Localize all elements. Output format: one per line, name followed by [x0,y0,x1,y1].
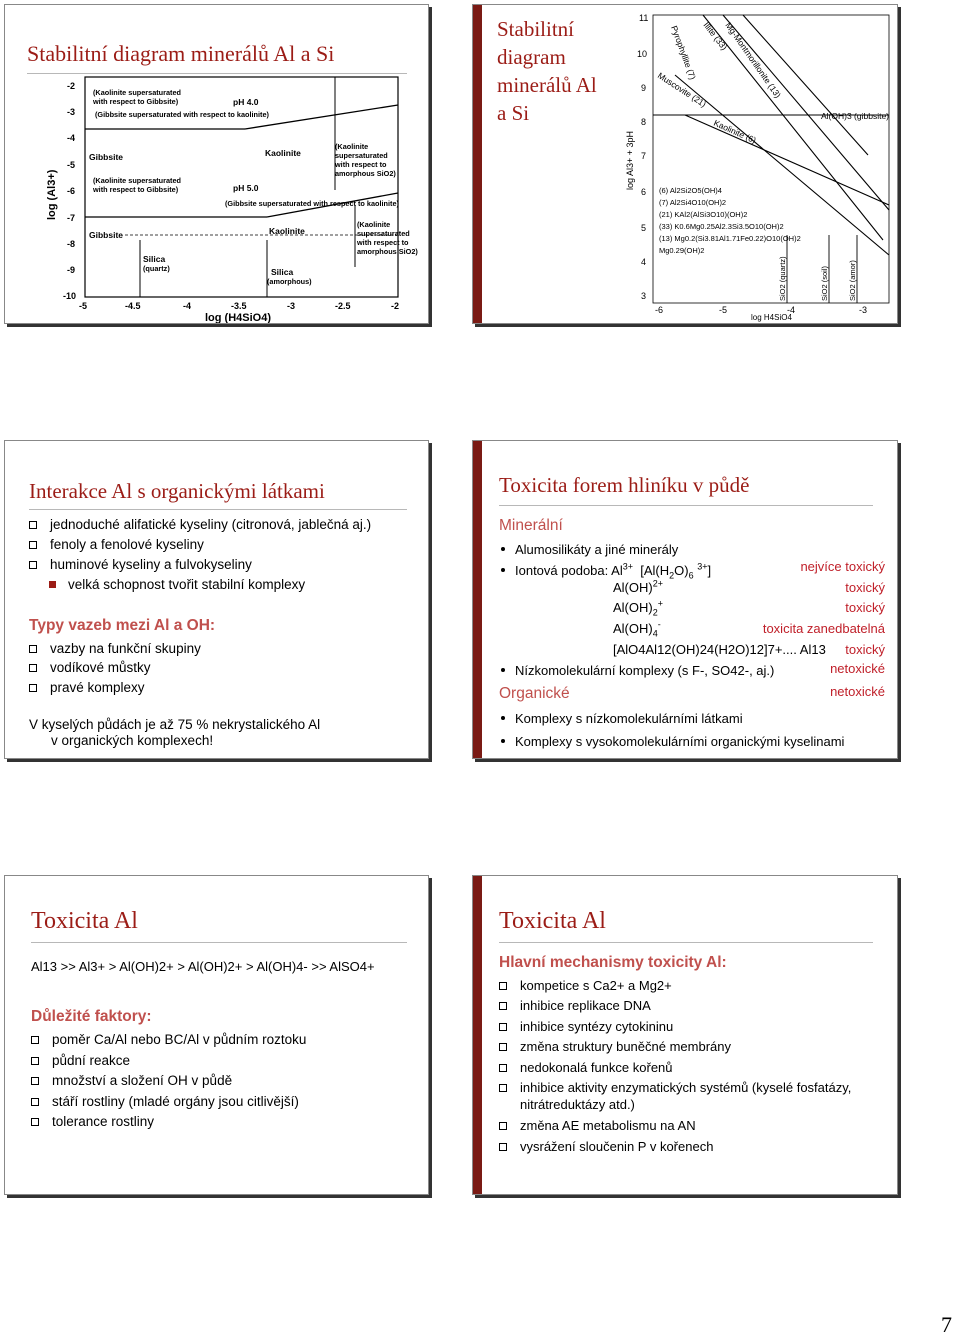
slide-title: Stabilitní diagram minerálů Al a Si [27,41,335,66]
checkbox-bullet-icon [29,521,37,529]
section-heading: Důležité faktory: [31,1008,152,1025]
label: (Kaolinite supersaturated [93,88,181,97]
label: with respect to [357,238,409,247]
checkbox-bullet-icon [31,1077,39,1085]
silica-label: SiO2 (amor) [848,260,857,301]
slide-al-organic-interaction [4,440,429,759]
title-rule [499,942,873,943]
note: v organických komplexech! [51,733,214,748]
list-item: vodíkové můstky [29,659,151,676]
label: with respect to Gibbsite) [93,185,179,194]
y-tick: -6 [67,186,76,196]
slide-al-toxicity-forms [472,440,898,759]
checkbox-bullet-icon [499,1122,507,1130]
x-tick: -3.5 [231,301,247,311]
checkbox-bullet-icon [29,561,37,569]
y-tick: -9 [67,265,76,275]
species-row: $Al(OH)_4^-$ [613,619,661,639]
status-label: netoxické [830,661,885,676]
slide-title: Stabilitní diagram minerálů Al a Si [497,17,597,125]
checkbox-bullet-icon [29,664,37,672]
checkbox-bullet-icon [499,1023,507,1031]
list-item: změna struktury buněčné membrány [499,1038,731,1055]
list-item: inhibice aktivity enzymatických systémů (kyselé fosfatázy, [499,1079,851,1096]
list-item: Komplexy s nízkomolekulárními látkami [501,710,743,727]
legend-item: Mg0.29(OH)2 [659,246,705,255]
checkbox-bullet-icon [29,684,37,692]
section-heading: Typy vazeb mezi Al a OH: [29,617,216,634]
slide-title: Toxicita Al [499,908,606,934]
label: amorphous SiO2) [357,247,418,256]
y-axis-label: log Al3+ + 3pH [625,130,635,190]
accent-bar [473,441,482,758]
status-label: netoxické [830,684,885,699]
toxicity-series: Al13 >> Al3+ > Al(OH)2+ > Al(OH)2+ > Al(OH)4- >> AlSO4+ [31,959,375,974]
y-tick: 3 [641,291,647,301]
list-item: stáří rostliny (mladé orgány jsou citlivější) [31,1093,299,1110]
polymer-row: [AlO4Al12(OH)24(H2O)12]7+.... Al13 [613,642,826,657]
list-item: půdní reakce [31,1052,130,1069]
list-item: inhibice replikace DNA [499,997,651,1014]
status-label: toxický [845,580,885,595]
y-tick: 8 [641,117,647,127]
label: (amorphous) [267,277,312,286]
list-item: tolerance rostliny [31,1113,154,1130]
status-label: toxický [845,642,885,657]
y-tick: -3 [67,107,76,117]
slide-al-toxicity-factors [4,875,429,1195]
sub-list-item: velká schopnost tvořit stabilní komplexy [49,576,305,593]
list-item: huminové kyseliny a fulvokyseliny [29,556,252,573]
slide-title: Toxicita forem hliníku v půdě [499,473,750,497]
checkbox-bullet-icon [31,1118,39,1126]
checkbox-bullet-icon [499,1084,507,1092]
dot-bullet-icon [501,547,505,551]
status-label: toxicita zanedbatelná [762,621,885,636]
y-tick: -2 [67,81,76,91]
y-tick: 9 [641,83,647,93]
checkbox-bullet-icon [31,1057,39,1065]
list-item: inhibice syntézy cytokininu [499,1018,673,1035]
list-item-continued: nitrátreduktázy atd.) [520,1097,635,1112]
x-tick: -3 [859,305,868,315]
label: pH 4.0 [233,97,259,107]
line-label: Pyrophyllite (7) [669,24,698,81]
status-label: toxický [845,600,885,615]
checkbox-bullet-icon [499,1143,507,1151]
line-label: Muscovite (21) [655,70,709,110]
label: (quartz) [143,264,170,273]
species-row: Al(OH)$^{2+}$ [613,578,663,595]
list-item: jednoduché alifatické kyseliny (citronová, jablečná aj.) [29,516,371,533]
y-tick: -7 [67,213,76,223]
title-rule [29,509,407,510]
list-item: nedokonalá funkce kořenů [499,1059,673,1076]
species-row: $Al(OH)_2^+$ [613,598,663,618]
legend-item: (6) Al2Si2O5(OH)4 [659,186,722,195]
slide-stability-diagram-2 [472,4,898,324]
x-tick: -5 [719,305,728,315]
y-tick: -8 [67,239,76,249]
dot-bullet-icon [501,668,505,672]
status-label: nejvíce toxický [800,559,885,574]
y-tick: 10 [637,49,648,59]
legend-item: (21) KAl2(AlSi3O10)(OH)2 [659,210,748,219]
y-tick: -10 [63,291,77,301]
slide-stability-diagram-1 [4,4,429,324]
label: (Kaolinite [357,220,391,229]
list-item: Nízkomolekulární komplexy (s F-, SO42-, aj.) [501,662,774,679]
dot-bullet-icon [501,716,505,720]
section-heading: Organické [499,685,570,702]
section-heading: Minerální [499,517,563,534]
label: Gibbsite [89,152,124,162]
y-tick: 4 [641,257,647,267]
stability-diagram-al-si [5,5,429,324]
stability-diagram-log-al [473,5,898,324]
note: V kyselých půdách je až 75 % nekrystalického Al [29,717,321,732]
list-item: změna AE metabolismu na AN [499,1117,696,1134]
label: (Kaolinite [335,142,369,151]
y-axis-label: log (Al3+) [46,169,58,220]
label: (Gibbsite supersaturated with respect to kaolinite) [95,110,269,119]
legend-item: (13) Mg0.2(Si3.81Al1.71Fe0.22)O10(OH)2 [659,234,801,243]
legend-item: (7) Al2Si4O10(OH)2 [659,198,727,207]
slide-al-toxicity-mechanisms [472,875,898,1195]
list-item: množství a složení OH v půdě [31,1072,232,1089]
y-tick: 5 [641,223,647,233]
label: supersaturated [357,229,410,238]
page-number: 7 [941,1312,952,1337]
checkbox-bullet-icon [29,645,37,653]
line-label: Kaolinite (6) [712,117,758,146]
label: Silica [143,254,166,264]
label: Silica [271,267,294,277]
checkbox-bullet-icon [499,1043,507,1051]
list-item: kompetice s Ca2+ a Mg2+ [499,977,672,994]
list-item: fenoly a fenolové kyseliny [29,536,204,553]
line-label: Illite (33) [701,20,730,52]
label: (Kaolinite supersaturated [93,176,181,185]
y-tick: 6 [641,187,647,197]
x-tick: -5 [79,301,88,311]
line-label: Al(OH)3 (gibbsite) [821,111,890,121]
label: Kaolinite [265,148,301,158]
x-axis-label: log (H4SiO4) [205,312,272,324]
line-label: Mg-Montmorillonite (13) [723,20,784,100]
label: pH 5.0 [233,183,259,193]
list-item: poměr Ca/Al nebo BC/Al v půdním roztoku [31,1031,306,1048]
x-tick: -2.5 [335,301,351,311]
dot-bullet-icon [501,739,505,743]
dot-bullet-icon [501,568,505,572]
list-item: Iontová podoba: $Al^{3+}$ [$Al(H_2O)_6$ $^{3+}$] [501,562,711,579]
label: amorphous SiO2) [335,169,396,178]
x-tick: -4 [787,305,796,315]
x-tick: -3 [287,301,296,311]
y-tick: -5 [67,160,76,170]
x-tick: -6 [655,305,664,315]
legend-item: (33) K0.6Mg0.25Al2.3Si3.5O10(OH)2 [659,222,784,231]
checkbox-bullet-icon [31,1036,39,1044]
label: with respect to [335,160,387,169]
list-item: Alumosilikáty a jiné minerály [501,541,678,558]
title-rule [31,942,407,943]
y-tick: -4 [67,133,76,143]
list-item: pravé komplexy [29,679,145,696]
list-item: vazby na funkční skupiny [29,640,201,657]
checkbox-bullet-icon [499,982,507,990]
slide-title: Interakce Al s organickými látkami [29,479,325,503]
x-axis-label: log H4SiO4 [751,313,792,322]
label: with respect to Gibbsite) [93,97,179,106]
section-heading: Hlavní mechanismy toxicity Al: [499,954,727,971]
x-tick: -4 [183,301,192,311]
square-bullet-icon [49,581,56,588]
label: (Gibbsite supersaturated with respect to kaolinite) [225,199,399,208]
checkbox-bullet-icon [499,1064,507,1072]
x-tick: -2 [391,301,400,311]
y-tick: 7 [641,151,647,161]
label: supersaturated [335,151,388,160]
x-tick: -4.5 [125,301,141,311]
y-tick: 11 [639,13,649,23]
silica-label: SiO2 (quartz) [778,256,787,301]
silica-label: SiO2 (soil) [820,265,829,301]
accent-bar [473,876,482,1194]
label: Kaolinite [269,226,305,236]
list-item: vysrážení sloučenin P v kořenech [499,1138,713,1155]
checkbox-bullet-icon [499,1002,507,1010]
label: Gibbsite [89,230,124,240]
checkbox-bullet-icon [29,541,37,549]
list-item: Komplexy s vysokomolekulárními organickými kyselinami [501,733,844,750]
checkbox-bullet-icon [31,1098,39,1106]
title-rule [499,505,873,506]
slide-title: Toxicita Al [31,908,138,934]
